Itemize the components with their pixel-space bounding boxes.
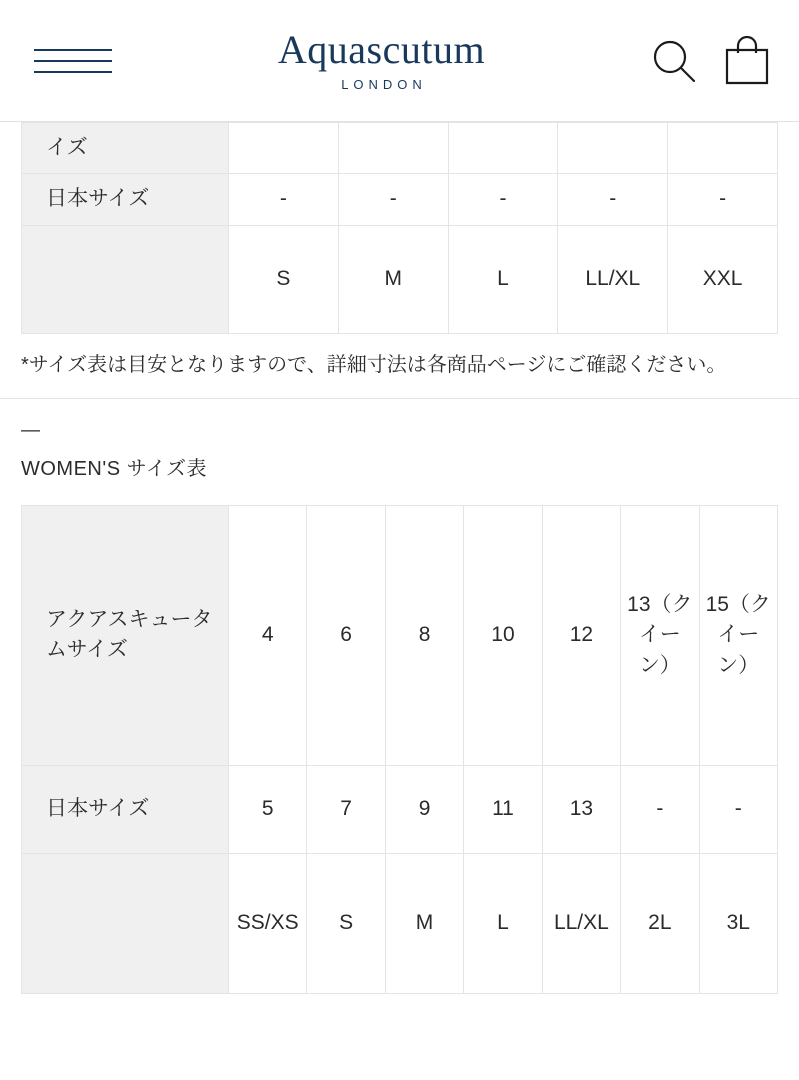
shopping-bag-icon[interactable]: [723, 36, 771, 86]
table-cell: [229, 123, 339, 174]
table-cell: -: [338, 174, 448, 225]
womens-size-table: [21, 505, 778, 994]
table-cell: S: [307, 853, 385, 993]
mens-size-table: [21, 122, 778, 334]
table-cell: LL/XL: [558, 225, 668, 333]
table-cell: L: [448, 225, 558, 333]
table-row: [22, 765, 778, 853]
table-cell: M: [385, 853, 463, 993]
table-cell: 4: [229, 505, 307, 765]
table-cell: -: [621, 765, 699, 853]
header-icons: [651, 36, 771, 86]
table-cell: 2L: [621, 853, 699, 993]
size-table-note: *サイズ表は目安となりますので、詳細寸法は各商品ページにご確認ください。: [0, 334, 799, 399]
table-cell: 7: [307, 765, 385, 853]
hamburger-line: [34, 49, 112, 51]
row-header: アクアスキュータムサイズ: [22, 505, 229, 765]
table-cell: 8: [385, 505, 463, 765]
table-cell: 11: [464, 765, 542, 853]
row-header: イズ: [22, 123, 229, 174]
table-cell: 10: [464, 505, 542, 765]
table-cell: S: [229, 225, 339, 333]
table-cell: 9: [385, 765, 463, 853]
section-title: WOMEN'S サイズ表: [21, 457, 207, 480]
table-cell: [448, 123, 558, 174]
section-divider-dash: —: [21, 419, 40, 441]
table-row: [22, 505, 778, 765]
row-header: [22, 853, 229, 993]
hamburger-menu-icon[interactable]: [34, 49, 112, 73]
table-row: [22, 174, 778, 225]
hamburger-line: [34, 71, 112, 73]
table-cell: [668, 123, 778, 174]
site-header: [0, 0, 799, 122]
table-cell: L: [464, 853, 542, 993]
row-header: 日本サイズ: [22, 174, 229, 225]
table-cell: XXL: [668, 225, 778, 333]
table-row: [22, 225, 778, 333]
table-cell: -: [699, 765, 777, 853]
hamburger-line: [34, 60, 112, 62]
table-cell: -: [668, 174, 778, 225]
brand-name: Aquascutum: [277, 27, 486, 72]
table-cell: 13（クイーン）: [621, 505, 699, 765]
table-cell: 6: [307, 505, 385, 765]
table-cell: [338, 123, 448, 174]
size-guide-content: [0, 122, 799, 994]
table-cell: -: [558, 174, 668, 225]
search-icon[interactable]: [651, 38, 697, 84]
row-header: [22, 225, 229, 333]
table-row: [22, 123, 778, 174]
table-cell: 15（クイーン）: [699, 505, 777, 765]
table-cell: 13: [542, 765, 620, 853]
row-header: 日本サイズ: [22, 765, 229, 853]
table-row: [22, 853, 778, 993]
brand-logo[interactable]: [112, 29, 651, 92]
table-cell: M: [338, 225, 448, 333]
table-cell: 5: [229, 765, 307, 853]
table-cell: SS/XS: [229, 853, 307, 993]
table-cell: 3L: [699, 853, 777, 993]
table-cell: 12: [542, 505, 620, 765]
table-cell: LL/XL: [542, 853, 620, 993]
table-cell: -: [229, 174, 339, 225]
womens-section-header: [0, 399, 799, 491]
table-cell: -: [448, 174, 558, 225]
table-cell: [558, 123, 668, 174]
brand-subtitle: LONDON: [341, 77, 427, 92]
